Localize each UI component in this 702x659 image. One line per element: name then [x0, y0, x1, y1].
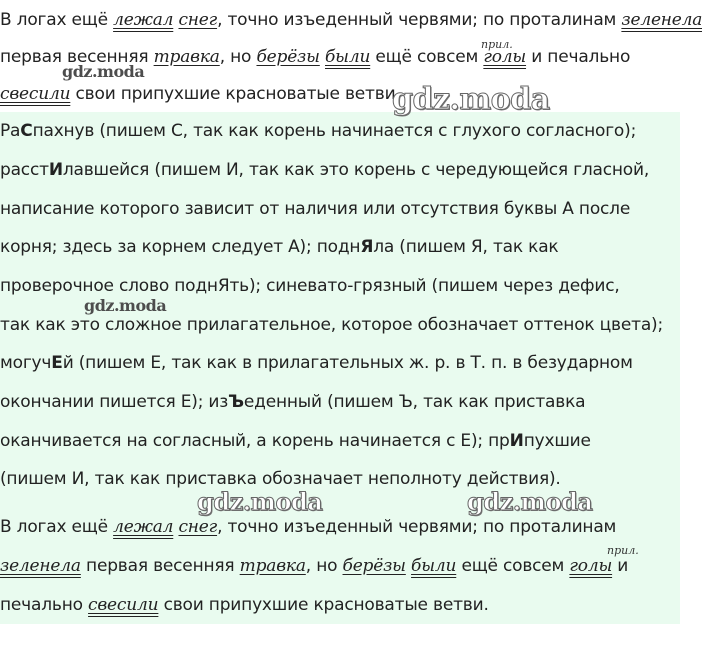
predicate-word: голы [569, 556, 613, 576]
predicate-word: лежал [113, 517, 174, 537]
text: оканчивается на согласный, а корень начинается с Е); пр [0, 431, 510, 451]
watermark: gdz.moda [84, 296, 167, 315]
text: ла (пишем Я, так как [373, 237, 559, 257]
predicate-word: были [411, 556, 457, 576]
text: печально [0, 595, 89, 615]
text: (пишем И, так как приставка обозначает неполноту действия). [0, 469, 561, 489]
subject-word: снег [178, 10, 218, 30]
explanation-line-8 [0, 391, 585, 413]
highlight-letter: Я [360, 237, 374, 257]
explanation-line-9 [0, 430, 591, 452]
predicate-word: зеленела [0, 556, 81, 576]
answer-line-2 [0, 555, 628, 577]
explanation-line-3 [0, 198, 630, 220]
text: В логах ещё [0, 517, 114, 537]
text: Ра [0, 121, 21, 141]
excerpt-block [0, 0, 702, 112]
predicate-word: голы [483, 47, 527, 67]
text: первая весенняя [80, 556, 240, 576]
explanation-line-2 [0, 159, 649, 181]
explanation-line-5 [0, 275, 620, 297]
text: пахнув (пишем С, так как корень начинается с глухого согласного); [32, 121, 637, 141]
text: первая весенняя [0, 47, 154, 67]
answer-line-1 [0, 516, 616, 538]
predicate-word: зеленела [621, 10, 702, 30]
text: , точно изъеденный червями; по проталинам [217, 10, 622, 30]
subject-word: берёзы [342, 556, 406, 576]
subject-word: травка [239, 556, 306, 576]
excerpt-line-1 [0, 9, 702, 31]
note-adjective: прил. [607, 544, 639, 557]
text: могуч [0, 353, 52, 373]
text: Я [217, 276, 230, 296]
highlight-letter: Е [51, 353, 63, 373]
explanation-line-4 [0, 236, 559, 258]
watermark: gdz.moda [467, 487, 593, 516]
explanation-line-7 [0, 352, 633, 374]
text: корня; здесь за корнем следует А); подн [0, 237, 361, 257]
text: так как это сложное прилагательное, которое обозначает оттенок цвета); [0, 315, 664, 335]
text: ть); синевато-грязный (пишем через дефис, [229, 276, 620, 296]
explanation-line-1 [0, 120, 636, 142]
text: проверочное слово подн [0, 276, 218, 296]
text: и печально [526, 47, 631, 67]
text: расст [0, 160, 49, 180]
text: В логах ещё [0, 10, 114, 30]
text: , точно изъеденный червями; по проталинам [217, 517, 617, 537]
answer-line-3 [0, 594, 489, 616]
highlight-letter: С [20, 121, 33, 141]
highlight-letter: И [509, 431, 524, 451]
text: ещё совсем [456, 556, 570, 576]
note-adjective: прил. [481, 38, 513, 51]
text: , но [305, 556, 343, 576]
subject-word: снег [178, 517, 218, 537]
text: и [612, 556, 629, 576]
text: написание которого зависит от наличия или отсутствия буквы А после [0, 199, 631, 219]
watermark: gdz.moda [392, 82, 550, 117]
text: пухшие [523, 431, 591, 451]
explanation-line-6 [0, 314, 663, 336]
text: свои припухшие красноватые ветви. [158, 595, 489, 615]
text: свои припухшие красноватые ветви. [70, 84, 401, 104]
predicate-word: свесили [0, 84, 71, 104]
predicate-word: свесили [88, 595, 159, 615]
subject-word: травка [153, 47, 220, 67]
predicate-word: были [325, 47, 371, 67]
text: лавшейся (пишем И, так как это корень с чередующейся гласной, [62, 160, 650, 180]
text: ещё совсем [370, 47, 484, 67]
text: , но [219, 47, 257, 67]
text: окончании пишется Е); из [0, 392, 229, 412]
text: еденный (пишем Ъ, так как приставка [243, 392, 586, 412]
watermark: gdz.moda [62, 62, 145, 81]
highlight-letter: Ъ [228, 392, 244, 412]
excerpt-line-3 [0, 83, 401, 105]
predicate-word: лежал [113, 10, 174, 30]
watermark: gdz.moda [197, 487, 323, 516]
subject-word: берёзы [256, 47, 320, 67]
highlight-letter: И [48, 160, 63, 180]
text: й (пишем Е, так как в прилагательных ж. р. в Т. п. в безударном [62, 353, 633, 373]
